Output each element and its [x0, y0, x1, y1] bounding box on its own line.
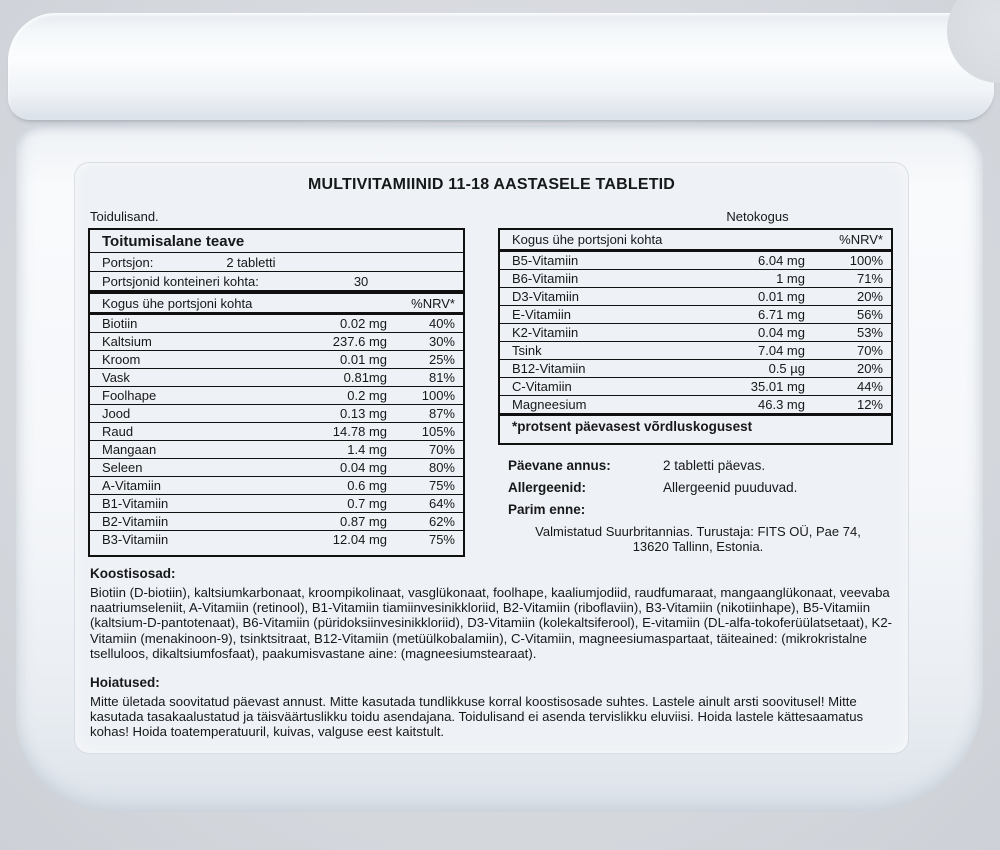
supplement-type-label: Toidulisand.	[90, 209, 159, 224]
nutrient-amount: 1.4 mg	[347, 442, 387, 457]
nutrient-name: C-Vitamiin	[512, 379, 572, 394]
nutrient-name: B6-Vitamiin	[512, 271, 579, 286]
daily-dose-value: 2 tabletti päevas.	[663, 458, 766, 473]
table-row	[500, 252, 891, 270]
nrv-column-header: %NRV*	[411, 295, 455, 311]
nutrient-name: B3-Vitamiin	[102, 532, 169, 547]
nutrient-amount: 0.13 mg	[340, 406, 387, 421]
nutrient-amount: 0.87 mg	[340, 514, 387, 529]
nutrient-name: Kroom	[102, 352, 141, 367]
serving-size-row	[90, 253, 463, 272]
table-row	[500, 288, 891, 306]
nutrient-name: A-Vitamiin	[102, 478, 162, 493]
nutrient-name: Jood	[102, 406, 131, 421]
nutrient-amount: 237.6 mg	[332, 334, 387, 349]
table-row	[90, 441, 463, 459]
nutrient-name: B1-Vitamiin	[102, 496, 169, 511]
table-row	[90, 387, 463, 405]
nutrient-amount: 0.6 mg	[347, 478, 387, 493]
nutrient-amount: 0.81mg	[343, 370, 387, 385]
nutrition-panel-right	[498, 228, 893, 445]
lid-notch	[947, 0, 1000, 83]
table-row	[90, 513, 463, 531]
nutrient-nrv: 44%	[856, 379, 883, 394]
nutrient-name: E-Vitamiin	[512, 307, 572, 322]
net-quantity-label: Netokogus	[726, 209, 789, 224]
nutrient-name: B5-Vitamiin	[512, 253, 579, 268]
nutrient-nrv: 25%	[428, 352, 455, 367]
table-row	[90, 333, 463, 351]
manufacturer-line1: Valmistatud Suurbritannias. Turustaja: FITS OÜ, Pae 74,	[535, 524, 861, 539]
nutrient-name: Mangaan	[102, 442, 157, 457]
table-row	[500, 270, 891, 288]
nutrient-amount: 0.01 mg	[758, 289, 805, 304]
manufacturer-address	[498, 524, 898, 554]
amount-column-header: Kogus ühe portsjoni kohta	[102, 295, 253, 311]
nutrient-amount: 0.04 mg	[758, 325, 805, 340]
nutrient-amount: 0.2 mg	[347, 388, 387, 403]
table-row	[90, 459, 463, 477]
table-row	[90, 315, 463, 333]
nutrient-nrv: 20%	[856, 289, 883, 304]
nutrient-amount: 12.04 mg	[332, 532, 387, 547]
table-row	[500, 396, 891, 416]
serving-size-label: Portsjon:	[102, 254, 154, 270]
nutrient-amount: 35.01 mg	[750, 379, 805, 394]
serving-size-value: 2 tabletti	[226, 254, 276, 270]
ingredients-heading: Koostisosad:	[90, 566, 176, 581]
table-row	[500, 342, 891, 360]
manufacturer-line2: 13620 Tallinn, Estonia.	[632, 539, 764, 554]
nutrition-panel-title: Toitumisalane teave	[90, 230, 463, 253]
table-row	[90, 495, 463, 513]
nutrient-nrv: 80%	[428, 460, 455, 475]
nutrient-name: Kaltsium	[102, 334, 152, 349]
usage-block	[508, 458, 900, 524]
nutrient-name: Seleen	[102, 460, 143, 475]
nutrient-nrv: 71%	[856, 271, 883, 286]
nutrient-amount: 6.71 mg	[758, 307, 805, 322]
nutrient-amount: 0.5 µg	[768, 361, 805, 376]
nutrient-nrv: 20%	[856, 361, 883, 376]
table-row	[500, 324, 891, 342]
nutrient-amount: 46.3 mg	[758, 397, 805, 412]
column-header-row	[90, 294, 463, 315]
nutrient-nrv: 75%	[428, 478, 455, 493]
nutrient-name: Vask	[102, 370, 130, 385]
table-row	[500, 378, 891, 396]
nutrient-nrv: 100%	[421, 388, 455, 403]
nutrient-amount: 7.04 mg	[758, 343, 805, 358]
allergens-label: Allergeenid:	[508, 480, 587, 495]
table-row	[90, 351, 463, 369]
nutrient-name: D3-Vitamiin	[512, 289, 579, 304]
allergens-value: Allergeenid puuduvad.	[663, 480, 798, 495]
nutrient-nrv: 81%	[428, 370, 455, 385]
nutrient-nrv: 70%	[428, 442, 455, 457]
nutrient-name: B2-Vitamiin	[102, 514, 169, 529]
nutrient-name: Tsink	[512, 343, 542, 358]
best-before-row	[508, 502, 900, 517]
table-row	[90, 369, 463, 387]
nutrient-name: Magneesium	[512, 397, 587, 412]
table-row	[500, 360, 891, 378]
nutrient-amount: 0.04 mg	[340, 460, 387, 475]
product-title: MULTIVITAMIINID 11-18 AASTASELE TABLETID	[307, 176, 676, 193]
nutrient-nrv: 12%	[856, 397, 883, 412]
nutrient-name: K2-Vitamiin	[512, 325, 579, 340]
nutrient-nrv: 53%	[856, 325, 883, 340]
table-row	[90, 405, 463, 423]
nrv-column-header: %NRV*	[839, 232, 883, 247]
allergens-row	[508, 480, 900, 495]
best-before-label: Parim enne:	[508, 502, 586, 517]
nutrient-nrv: 87%	[428, 406, 455, 421]
nutrient-amount: 14.78 mg	[332, 424, 387, 439]
nrv-footnote: *protsent päevasest võrdluskogusest	[512, 419, 753, 434]
table-row	[90, 477, 463, 495]
product-label	[75, 163, 908, 753]
warnings-heading: Hoiatused:	[90, 675, 160, 690]
nutrient-nrv: 100%	[849, 253, 883, 268]
daily-dose-label: Päevane annus:	[508, 458, 611, 473]
servings-per-container-value: 30	[353, 273, 369, 289]
container-lid	[8, 13, 994, 120]
nutrient-amount: 1 mg	[776, 271, 805, 286]
servings-per-container-row	[90, 272, 463, 294]
nutrient-amount: 0.02 mg	[340, 316, 387, 331]
column-header-row	[500, 230, 891, 252]
warnings-text: Mitte ületada soovitatud päevast annust. Mitte kasutada tundlikkuse korral koostisosade suhtes. Lastele ainult arsti soovitusel! Mitte kasutada tasakaalustatud ja täisväärtuslikku toidu asendajana. Toidulisand ei asenda tervislikku eluviisi. Hoida lastele kättesaamatus kohas! Hoida toatemperatuuril, kuivas, valguse eest kaitstult.	[90, 694, 864, 740]
nutrition-panel-left	[88, 228, 465, 557]
nutrient-name: Biotiin	[102, 316, 138, 331]
table-row	[500, 306, 891, 324]
nutrient-nrv: 70%	[856, 343, 883, 358]
daily-dose-row	[508, 458, 900, 473]
nutrient-amount: 0.7 mg	[347, 496, 387, 511]
nutrient-nrv: 105%	[421, 424, 455, 439]
servings-per-container-label: Portsjonid konteineri kohta:	[102, 273, 259, 289]
nutrient-amount: 6.04 mg	[758, 253, 805, 268]
container-body	[16, 125, 983, 812]
nutrient-nrv: 40%	[428, 316, 455, 331]
nutrient-nrv: 30%	[428, 334, 455, 349]
nutrient-name: B12-Vitamiin	[512, 361, 586, 376]
table-row	[90, 423, 463, 441]
nutrient-nrv: 75%	[428, 532, 455, 547]
nutrient-amount: 0.01 mg	[340, 352, 387, 367]
amount-column-header: Kogus ühe portsjoni kohta	[512, 232, 663, 247]
table-row	[90, 531, 463, 548]
nutrient-nrv: 62%	[428, 514, 455, 529]
nutrient-nrv: 56%	[856, 307, 883, 322]
ingredients-text: Biotiin (D-biotiin), kaltsiumkarbonaat, kroompikolinaat, vasglükonaat, foolhape, kaaliumjodiid, raudfumaraat, mangaanglükonaat, veevaba naatriumseleniit, A-Vitamiin (retinool), B1-Vitamiin tiamiinvesinikkloriid, B2-Vitamiin (riboflaviin), B3-Vitamiin (nikotiinhape), B5-Vitamiin (kaltsium-D-pantotenaat), B6-Vitamiin (püridoksiinvesinikkloriid), D3-Vitamiin (kolekaltsiferool), E-vitamiin (DL-alfa-tokoferüülatsetaat), K2-Vitamiin (menakinoon-9), tsinktsitraat, B12-Vitamiin (metüülkobalamiin), C-Vitamiin, magneesiumaspartaat, täiteained: (mikrokristalne tselluloos, dikaltsiumfosfaat), paakumisvastane aine: (magneesiumstearaat).	[90, 585, 893, 661]
nutrient-name: Raud	[102, 424, 134, 439]
nutrient-nrv: 64%	[428, 496, 455, 511]
nutrient-name: Foolhape	[102, 388, 157, 403]
